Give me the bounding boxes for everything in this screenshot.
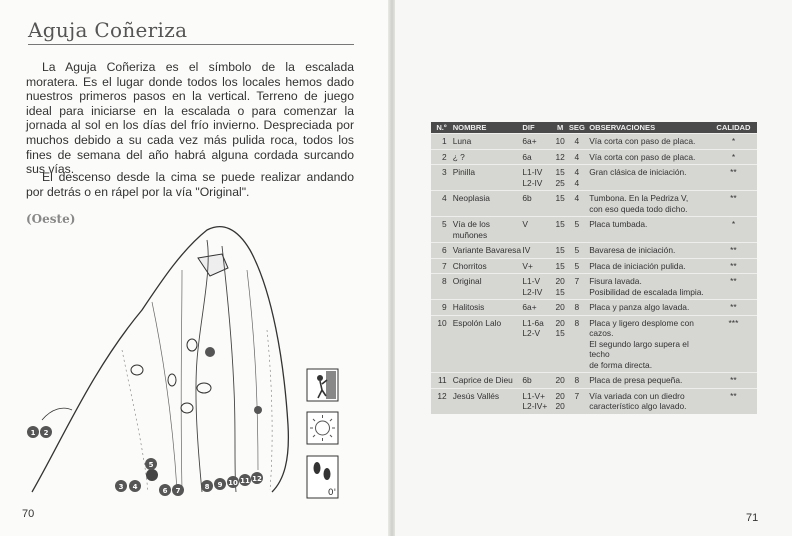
route-protection: 4 <box>574 151 580 162</box>
route-marker-11 <box>239 474 251 486</box>
route-difficulty: V <box>522 219 528 229</box>
route-observations: Vía corta con paso de placa. <box>589 136 696 146</box>
route-protection: 5 <box>574 245 580 255</box>
climber-icon <box>307 369 338 401</box>
route-quality: ** <box>730 390 737 401</box>
svg-text:3: 3 <box>118 483 124 491</box>
row-number: 4 <box>442 193 447 203</box>
table-row <box>431 372 757 388</box>
route-meters: 10 <box>555 136 565 146</box>
route-observations: Fisura lavada. Posibilidad de escalada limpia. <box>589 276 704 297</box>
route-name: Vía de los muñones <box>452 219 490 240</box>
route-protection: 8 <box>574 302 580 312</box>
right-page <box>395 0 792 536</box>
route-name: Pinilla <box>452 167 476 177</box>
header-difficulty: DIF <box>522 123 535 132</box>
route-quality: ** <box>730 193 737 203</box>
svg-text:0': 0' <box>327 488 337 498</box>
svg-text:4: 4 <box>132 483 138 491</box>
row-number: 3 <box>442 167 447 177</box>
side-label: (Oeste) <box>26 212 76 226</box>
header-protection: SEG <box>568 123 585 132</box>
route-name: Luna <box>452 136 472 146</box>
route-observations: Vía corta con paso de placa. <box>589 151 696 162</box>
table-row <box>431 133 757 149</box>
page-number-right: 71 <box>746 512 759 524</box>
table-row <box>431 190 757 216</box>
route-difficulty: V+ <box>522 260 533 271</box>
header-meters: M <box>556 123 564 132</box>
route-difficulty: IV <box>522 245 531 255</box>
route-meters: 12 <box>555 151 565 162</box>
row-number: 2 <box>442 151 447 162</box>
row-number: 11 <box>438 375 447 385</box>
route-observations: Placa y panza algo lavada. <box>589 302 690 312</box>
route-meters: 15 25 <box>555 167 565 188</box>
route-marker-6 <box>159 484 171 496</box>
route-observations: Gran clásica de iniciación. <box>589 167 687 177</box>
route-name: Jesús Vallés <box>452 390 500 401</box>
route-protection: 4 <box>574 136 580 146</box>
table-row <box>431 164 757 190</box>
route-observations: Bavaresa de iniciación. <box>589 245 676 255</box>
route-protection: 5 <box>574 219 580 229</box>
route-marker-10 <box>227 476 239 488</box>
route-marker-2 <box>40 426 52 438</box>
table-row <box>431 149 757 165</box>
route-name: Chorritos <box>452 260 487 271</box>
table-row <box>431 315 757 373</box>
route-marker-3 <box>115 480 127 492</box>
route-quality: ** <box>730 260 737 271</box>
route-observations: Placa de presa pequeña. <box>589 375 683 385</box>
route-protection: 5 <box>574 260 580 271</box>
row-number: 8 <box>442 276 447 286</box>
table-row <box>431 216 757 242</box>
route-difficulty: 6b <box>522 193 532 203</box>
route-difficulty: L1-6a L2-V <box>522 317 544 338</box>
route-marker-8 <box>201 480 213 492</box>
svg-text:8: 8 <box>204 483 210 491</box>
route-quality: * <box>731 219 736 229</box>
route-protection: 8 <box>574 317 580 328</box>
route-difficulty: 6a+ <box>522 302 537 312</box>
route-marker-9 <box>214 478 226 490</box>
row-number: 10 <box>437 317 447 328</box>
sun-icon <box>307 412 338 444</box>
route-name: Original <box>452 276 482 286</box>
route-protection: 7 <box>574 390 580 401</box>
svg-text:10: 10 <box>228 479 238 487</box>
route-observations: Tumbona. En la Pedriza V, con eso queda todo dicho. <box>589 193 689 214</box>
route-marker-4 <box>129 480 141 492</box>
row-number: 6 <box>442 245 447 255</box>
route-quality: * <box>731 151 736 162</box>
route-name: ¿ ? <box>452 151 465 162</box>
route-protection: 4 4 <box>574 167 580 188</box>
route-name: Variante Bavaresa <box>452 245 521 255</box>
route-meters: 15 <box>555 219 565 229</box>
route-quality: ** <box>730 375 737 385</box>
row-number: 7 <box>442 260 447 271</box>
header-name: NOMBRE <box>452 123 487 132</box>
route-quality: *** <box>728 317 739 328</box>
route-name: Neoplasia <box>452 193 490 203</box>
route-marker-1 <box>27 426 39 438</box>
approach-footprints-icon <box>307 456 338 498</box>
route-observations: Vía variada con un diedro característico algo lavado. <box>589 390 687 411</box>
route-meters: 20 15 <box>555 276 565 297</box>
table-row <box>431 299 757 315</box>
route-name: Espolón Lalo <box>452 317 502 328</box>
left-page <box>0 0 390 536</box>
route-number-markers <box>25 420 265 510</box>
header-quality: CALIDAD <box>716 123 751 132</box>
table-header <box>431 122 757 133</box>
table-row <box>431 242 757 258</box>
svg-text:1: 1 <box>30 429 36 437</box>
svg-text:7: 7 <box>175 487 181 495</box>
svg-text:5: 5 <box>148 461 154 469</box>
svg-text:12: 12 <box>252 475 262 483</box>
route-meters: 20 15 <box>555 317 565 338</box>
route-protection: 4 <box>574 193 580 203</box>
intro-paragraph: La Aguja Coñeriza es el símbolo de la escalada moratera. Es el lugar donde todos los locales hemos dado nuestros primeros pasos en la vertical. Terreno de juego ideal para iniciarse en la escalada o para comenzar la jornada al sol en los días del frío invierno. Despreciada por muchos debido a su cada vez más pulida roca, todos los fines de semana del año habrá alguna cordada surcando sus vías. <box>26 60 354 177</box>
routes-table <box>431 122 757 414</box>
table-row <box>431 258 757 274</box>
route-difficulty: L1-V L2-IV <box>522 276 543 297</box>
table-row <box>431 273 757 299</box>
svg-text:9: 9 <box>217 481 223 489</box>
row-number: 5 <box>442 219 447 229</box>
route-observations: Placa tumbada. <box>589 219 648 229</box>
table-row <box>431 388 757 414</box>
route-meters: 15 <box>555 193 565 203</box>
route-quality: ** <box>730 302 737 312</box>
row-number: 9 <box>442 302 447 312</box>
route-observations: Placa y ligero desplome con cazos. El segundo largo supera el techo de forma directa. <box>589 317 694 370</box>
svg-text:11: 11 <box>240 477 250 485</box>
header-number: N.º <box>436 123 447 132</box>
route-difficulty: L1-IV L2-IV <box>522 167 543 188</box>
route-name: Caprice de Dieu <box>452 375 513 385</box>
route-meters: 15 <box>555 260 565 271</box>
table-body <box>431 133 757 414</box>
route-protection: 8 <box>574 375 580 385</box>
route-marker-5 <box>145 458 157 470</box>
route-quality: ** <box>730 245 737 255</box>
route-meters: 15 <box>555 245 565 255</box>
route-difficulty: 6b <box>522 375 532 385</box>
route-difficulty: 6a+ <box>522 136 537 146</box>
route-meters: 20 20 <box>555 390 565 411</box>
page-title: Aguja Coñeriza <box>28 18 188 42</box>
route-quality: ** <box>730 167 737 177</box>
header-observations: OBSERVACIONES <box>589 123 656 132</box>
route-protection: 7 <box>574 276 580 286</box>
route-observations: Placa de iniciación pulida. <box>589 260 686 271</box>
route-marker-12 <box>251 472 263 484</box>
route-name: Halitosis <box>452 302 485 312</box>
route-quality: * <box>731 136 736 146</box>
svg-text:2: 2 <box>43 429 49 437</box>
route-quality: ** <box>730 276 737 286</box>
title-underline <box>28 44 354 45</box>
page-number-left: 70 <box>22 508 35 520</box>
row-number: 12 <box>437 390 447 401</box>
pictogram-column <box>306 368 340 500</box>
row-number: 1 <box>442 136 447 146</box>
route-difficulty: 6a <box>522 151 532 162</box>
route-meters: 20 <box>555 302 565 312</box>
svg-text:6: 6 <box>162 487 168 495</box>
route-difficulty: L1-V+ L2-IV+ <box>522 390 548 411</box>
route-marker-7 <box>172 484 184 496</box>
descent-paragraph: El descenso desde la cima se puede realizar andando por detrás o en rápel por la vía "Original". <box>26 170 354 199</box>
route-meters: 20 <box>555 375 565 385</box>
